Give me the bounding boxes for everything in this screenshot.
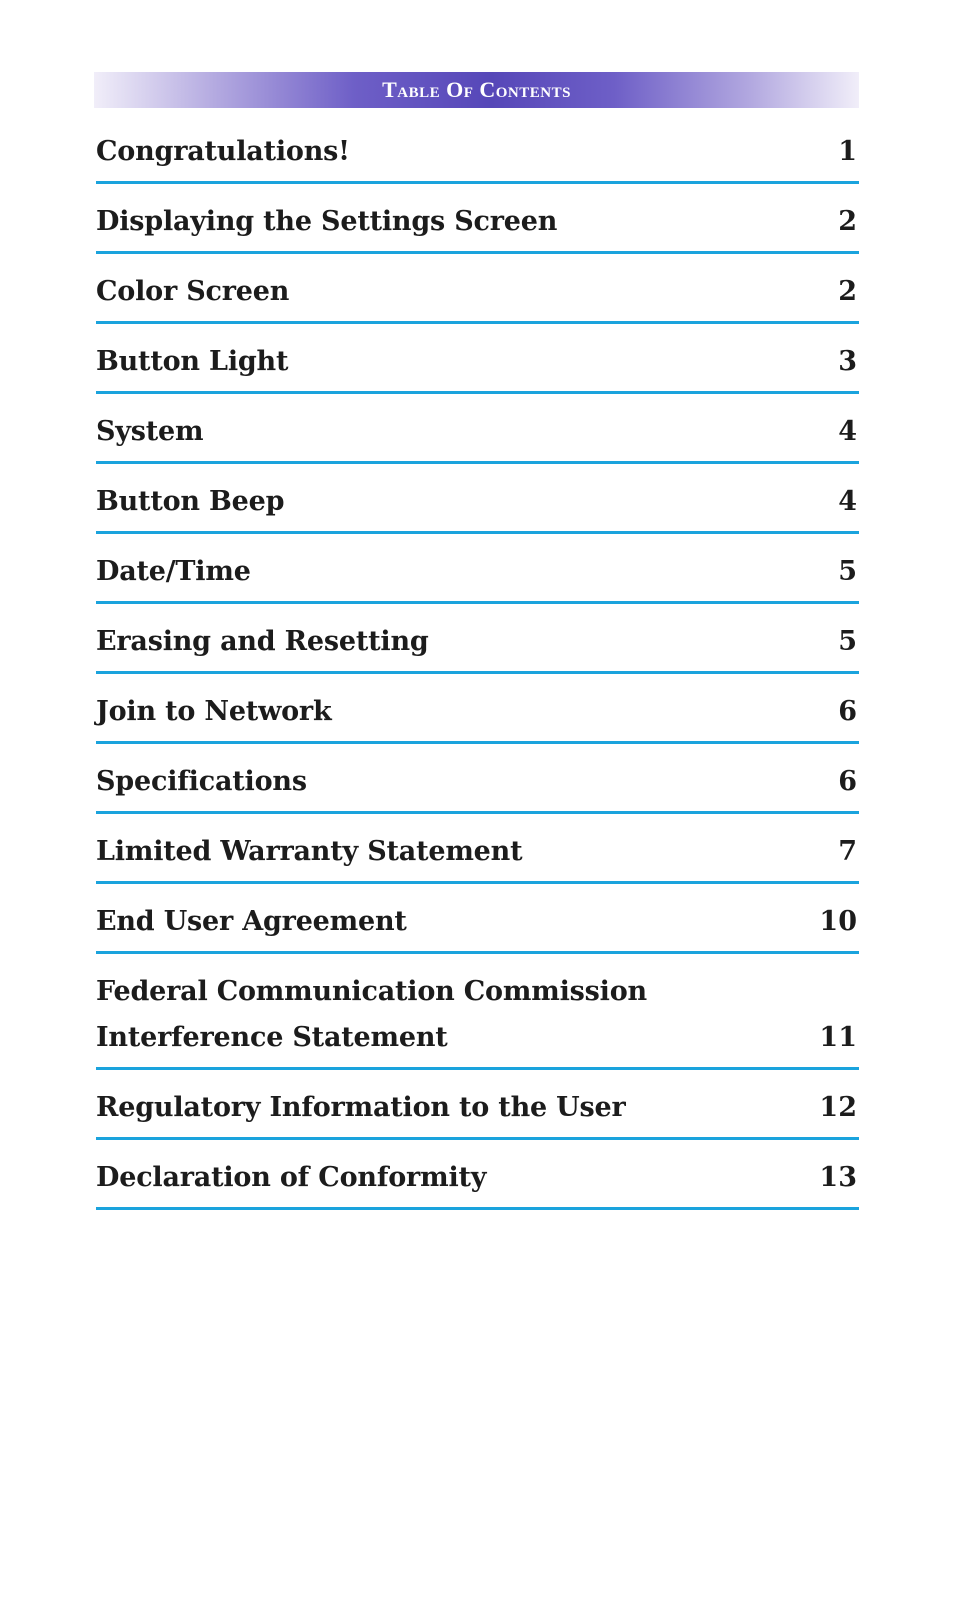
toc-entry-title [96,969,647,1061]
toc-entry-page: 3 [838,346,857,377]
toc-entry-title: Displaying the Settings Screen [96,206,558,237]
toc-entry-title: Specifications [96,766,307,797]
toc-entry-page: 2 [838,206,857,237]
toc-entry-title: End User Agreement [96,906,407,937]
toc-entry-color-screen[interactable] [96,272,859,324]
toc-entry-page: 7 [838,836,857,867]
toc-entry-regulatory-information[interactable] [96,1088,859,1140]
toc-entry-button-beep[interactable] [96,482,859,534]
toc-entry-title: Color Screen [96,276,290,307]
toc-entry-declaration-conformity[interactable] [96,1158,859,1210]
toc-entry-title: Date/Time [96,556,251,587]
toc-entry-page: 10 [819,906,857,937]
toc-entry-title: System [96,416,204,447]
toc-entry-title-line: Federal Communication Commission [96,976,647,1007]
toc-entry-join-network[interactable] [96,692,859,744]
toc-entry-page: 5 [838,626,857,657]
toc-entry-button-light[interactable] [96,342,859,394]
toc-entry-page: 4 [838,416,857,447]
table-of-contents [96,132,859,1228]
toc-entry-page: 11 [819,1022,857,1053]
toc-entry-specifications[interactable] [96,762,859,814]
toc-entry-title: Regulatory Information to the User [96,1092,626,1123]
toc-entry-erasing-resetting[interactable] [96,622,859,674]
toc-entry-displaying-settings[interactable] [96,202,859,254]
toc-entry-title-line: Interference Statement [96,1022,448,1053]
toc-entry-title: Limited Warranty Statement [96,836,523,867]
toc-entry-page: 2 [838,276,857,307]
page-title: Table Of Contents [382,77,571,102]
toc-entry-fcc-interference[interactable] [96,972,859,1070]
toc-entry-title: Erasing and Resetting [96,626,429,657]
toc-entry-page: 5 [838,556,857,587]
toc-entry-page: 6 [838,766,857,797]
toc-entry-page: 13 [819,1162,857,1193]
toc-entry-title: Declaration of Conformity [96,1162,487,1193]
toc-entry-page: 6 [838,696,857,727]
toc-entry-page: 1 [838,136,857,167]
toc-entry-end-user-agreement[interactable] [96,902,859,954]
toc-entry-system[interactable] [96,412,859,464]
toc-entry-title: Join to Network [96,696,332,727]
toc-entry-page: 4 [838,486,857,517]
toc-entry-title: Button Beep [96,486,285,517]
toc-entry-page: 12 [819,1092,857,1123]
toc-entry-title: Congratulations! [96,136,350,167]
toc-entry-title: Button Light [96,346,289,377]
header-bar [94,72,859,108]
toc-entry-date-time[interactable] [96,552,859,604]
toc-entry-congratulations[interactable] [96,132,859,184]
toc-entry-limited-warranty[interactable] [96,832,859,884]
